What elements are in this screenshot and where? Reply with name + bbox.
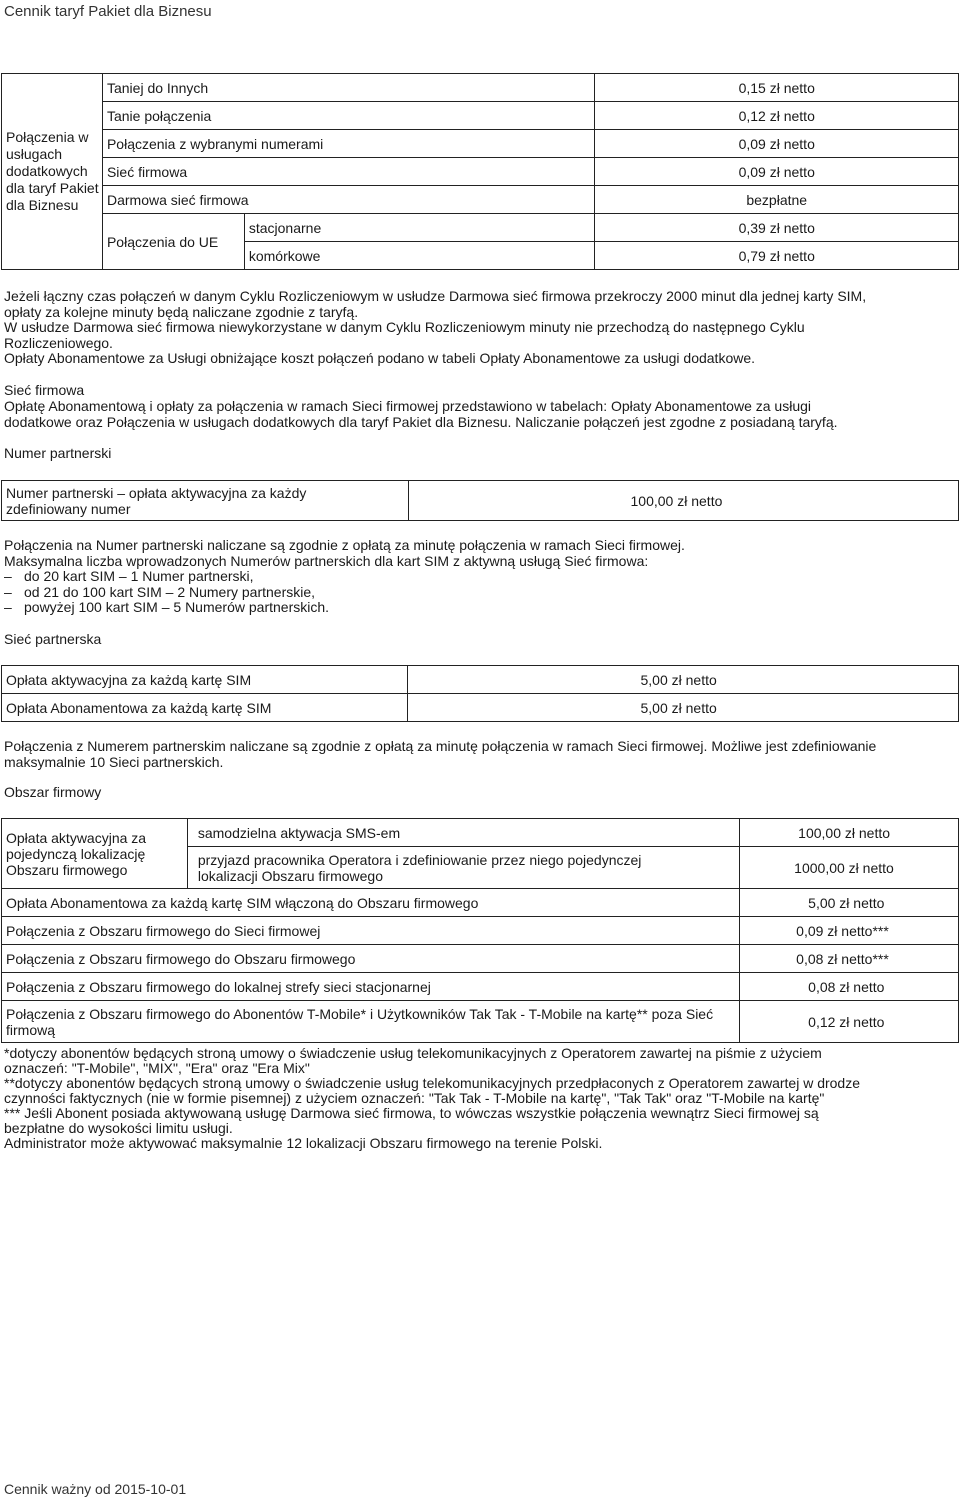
activation-price: 1000,00 zł netto: [740, 847, 959, 889]
text-line: Połączenia z Numerem partnerskim naliczane są zgodnie z opłatą za minutę połączenia w ramach Sieci firmowej. Możliwe jest zdefiniowanie: [4, 738, 877, 754]
activation-method: samodzielna aktywacja SMS-em: [187, 819, 739, 847]
siec-firmowa-text: [4, 399, 956, 430]
activation-method: przyjazd pracownika Operatora i zdefiniowanie przez niego pojedynczej lokalizacji Obszaru firmowego: [187, 847, 739, 889]
text-line: Jeżeli łączny czas połączeń w danym Cyklu Rozliczeniowym w usłudze Darmowa sieć firmowa przekroczy 2000 minut dla jednej karty SIM,: [4, 288, 867, 304]
fee-price: 0,12 zł netto: [740, 1001, 959, 1043]
siec-partnerska-text: [4, 739, 956, 770]
fee-price: 100,00 zł netto: [408, 481, 958, 521]
text-line: Opłatę Abonamentową i opłaty za połączenia w ramach Sieci firmowej przedstawiono w tabelach: Opłaty Abonamentowe za usługi: [4, 398, 811, 414]
footnote-line: bezpłatne do wysokości limitu usługi.: [4, 1120, 233, 1136]
ue-sub-label: stacjonarne: [244, 214, 595, 242]
ue-price: 0,39 zł netto: [595, 214, 959, 242]
fee-price: 0,09 zł netto***: [740, 917, 959, 945]
text-line: Rozliczeniowego.: [4, 334, 113, 351]
numer-partnerski-text: [4, 538, 956, 616]
numer-partnerski-table: [1, 480, 959, 521]
text-line: opłaty za kolejne minuty będą naliczane zgodnie z taryfą.: [4, 303, 359, 320]
footnote-line: Administrator może aktywować maksymalnie 12 lokalizacji Obszaru firmowego na terenie Polski.: [4, 1135, 603, 1151]
fee-label: Połączenia z Obszaru firmowego do Abonentów T-Mobile* i Użytkowników Tak Tak - T-Mobile na kartę** poza Sieć firmową: [2, 1001, 740, 1043]
group-label: Połączenia w usługach dodatkowych dla taryf Pakiet dla Biznesu: [2, 74, 103, 270]
text-line: W usłudze Darmowa sieć firmowa niewykorzystane w danym Cyklu Rozliczeniowym minuty nie przechodzą do następnego Cyklu: [4, 319, 805, 335]
footnotes: [4, 1046, 958, 1151]
service-label: Połączenia z wybranymi numerami: [102, 130, 594, 158]
text-line: Opłaty Abonamentowe za Usługi obniżające koszt połączeń podano w tabeli Opłaty Abonamentowe za usługi dodatkowe.: [4, 350, 756, 366]
footnote-line: oznaczeń: "T-Mobile", "MIX", "Era" oraz "Era Mix": [4, 1060, 310, 1076]
text-line: maksymalnie 10 Sieci partnerskich.: [4, 753, 224, 770]
siec-partnerska-table: [1, 665, 959, 722]
section-heading-obszar-firmowy: Obszar firmowy: [4, 784, 102, 800]
footnote-line: **dotyczy abonentów będących stroną umowy o świadczenie usług telekomunikacyjnych przedpłaconych z Operatorem zawartej w drodze: [4, 1075, 860, 1091]
fee-price: 5,00 zł netto: [740, 889, 959, 917]
bullet-item: – do 20 kart SIM – 1 Numer partnerski,: [4, 568, 254, 584]
fee-label: Połączenia z Obszaru firmowego do Sieci firmowej: [2, 917, 740, 945]
ue-price: 0,79 zł netto: [595, 242, 959, 270]
section-heading-siec-firmowa: Sieć firmowa: [4, 382, 85, 398]
service-label: Tanie połączenia: [102, 102, 594, 130]
fee-label: Połączenia z Obszaru firmowego do lokalnej strefy sieci stacjonarnej: [2, 973, 740, 1001]
fee-label: Połączenia z Obszaru firmowego do Obszaru firmowego: [2, 945, 740, 973]
page-title: Cennik taryf Pakiet dla Biznesu: [4, 3, 212, 20]
service-label: Taniej do Innych: [102, 74, 594, 102]
footnote-line: *dotyczy abonentów będących stroną umowy o świadczenie usług telekomunikacyjnych z Operatorem zawartej na piśmie z użyciem: [4, 1045, 822, 1061]
fee-price: 5,00 zł netto: [408, 694, 959, 722]
service-label: Darmowa sieć firmowa: [102, 186, 594, 214]
fee-label: Numer partnerski – opłata aktywacyjna za każdy zdefiniowany numer: [2, 481, 409, 521]
footnote-line: *** Jeśli Abonent posiada aktywowaną usługę Darmowa sieć firmowa, to wówczas wszystkie połączenia wewnątrz Sieci firmowej są: [4, 1105, 819, 1121]
obszar-firmowy-table: [1, 818, 959, 1043]
service-price: 0,09 zł netto: [595, 130, 959, 158]
ue-label: Połączenia do UE: [102, 214, 244, 270]
fee-label: Opłata Abonamentowa za każdą kartę SIM włączoną do Obszaru firmowego: [2, 889, 740, 917]
validity-footer: Cennik ważny od 2015-10-01: [4, 1481, 187, 1497]
fee-price: 0,08 zł netto: [740, 973, 959, 1001]
fee-label: Opłata Abonamentowa za każdą kartę SIM: [2, 694, 408, 722]
fee-label: Opłata aktywacyjna za każdą kartę SIM: [2, 666, 408, 694]
fee-price: 0,08 zł netto***: [740, 945, 959, 973]
text-line: dodatkowe oraz Połączenia w usługach dodatkowych dla taryf Pakiet dla Biznesu. Naliczanie połączeń jest zgodne z posiadaną taryfą.: [4, 413, 838, 430]
fee-price: 5,00 zł netto: [408, 666, 959, 694]
activation-price: 100,00 zł netto: [740, 819, 959, 847]
service-price: 0,15 zł netto: [595, 74, 959, 102]
activation-label: Opłata aktywacyjna za pojedynczą lokalizację Obszaru firmowego: [2, 819, 188, 889]
service-price: 0,09 zł netto: [595, 158, 959, 186]
ue-sub-label: komórkowe: [244, 242, 595, 270]
bullet-item: – od 21 do 100 kart SIM – 2 Numery partnerskie,: [4, 583, 316, 600]
footnote-line: czynności faktycznych (nie w formie pisemnej) z użyciem oznaczeń: "Tak Tak - T-Mobile na kartę", "Tak Tak" oraz "T-Mobile na kartę": [4, 1090, 825, 1106]
section-heading-siec-partnerska: Sieć partnerska: [4, 631, 102, 647]
text-line: Połączenia na Numer partnerski naliczane są zgodnie z opłatą za minutę połączenia w ramach Sieci firmowej.: [4, 537, 685, 553]
text-line: Maksymalna liczba wprowadzonych Numerów partnerskich dla kart SIM z aktywną usługą Sieć firmowa:: [4, 552, 649, 569]
darmowa-siec-notes: [4, 289, 956, 367]
bullet-item: – powyżej 100 kart SIM – 5 Numerów partnerskich.: [4, 599, 330, 615]
additional-services-table: [1, 73, 959, 270]
service-price: 0,12 zł netto: [595, 102, 959, 130]
service-label: Sieć firmowa: [102, 158, 594, 186]
service-price: bezpłatne: [595, 186, 959, 214]
section-heading-numer-partnerski: Numer partnerski: [4, 445, 112, 461]
